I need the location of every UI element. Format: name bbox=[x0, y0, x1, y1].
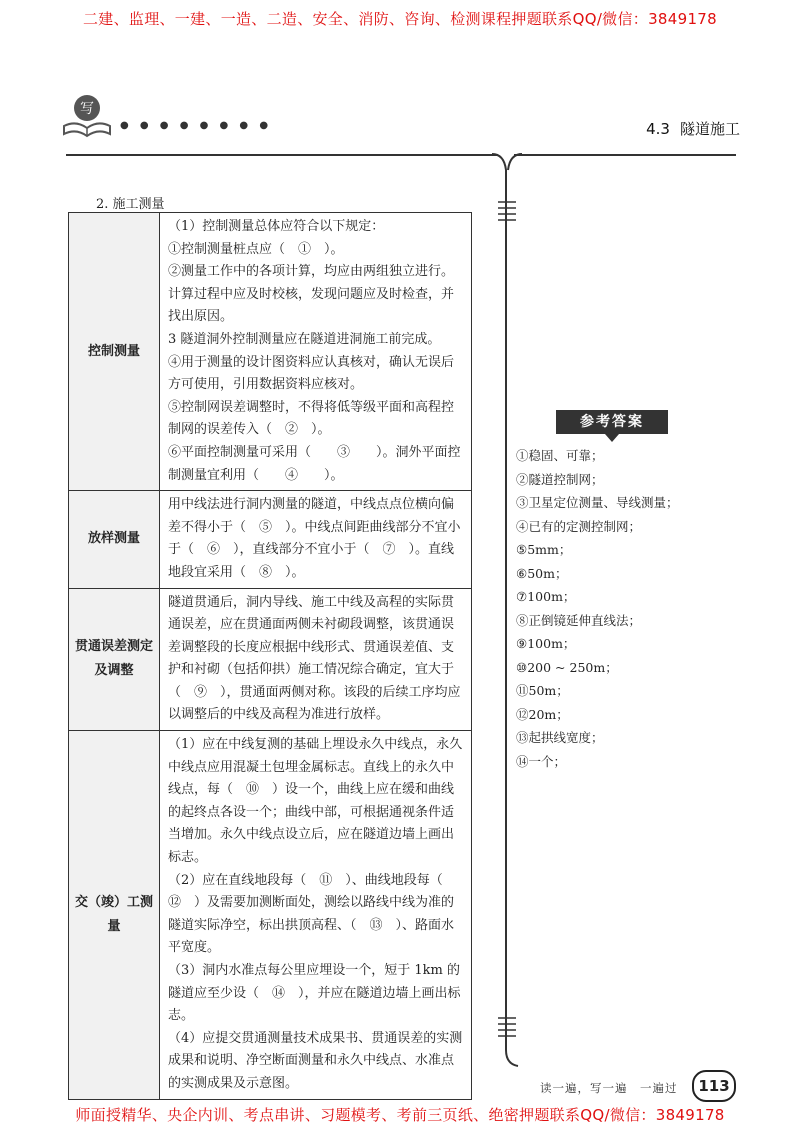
content-line: （1）控制测量总体应符合以下规定： bbox=[168, 219, 385, 234]
header-rule-right bbox=[514, 154, 736, 156]
answer-item: ⑪50m； bbox=[516, 683, 569, 698]
table-row bbox=[69, 731, 472, 1100]
content-line: ④用于测量的设计图资料应认真核对，确认无误后方可使用，引用数据资料应核对。 bbox=[168, 354, 455, 393]
content-line: ⑥平面控制测量可采用（ ③ ）。洞外平面控制测量宜利用（ ④ ）。 bbox=[168, 444, 461, 483]
content-line: （1）应在中线复测的基础上埋设永久中线点，永久中线点应用混凝土包埋金属标志。直线上的永久中线点，每（ ⑩ ）设一个，曲线上应在缓和曲线的起终点各设一个；曲线中部，可根据通视条件适当增加。永久中线点设立后，应在隧道边墙上画出标志。 bbox=[168, 737, 463, 866]
section-title: 隧道施工 bbox=[679, 120, 740, 138]
answer-item: ⑧正倒镜延伸直线法； bbox=[516, 612, 642, 628]
row-label: 放样测量 bbox=[69, 491, 160, 588]
content-line: 隧道贯通后，洞内导线、施工中线及高程的实际贯通误差，应在贯通面两侧未衬砌段调整，该贯通误差调整段的长度应根据中线形式、贯通误差值、支护和衬砌（包括仰拱）施工情况综合确定，宜大于（ ⑨ ），贯通面两侧对称。该段的后续工序均应以调整后的中线及高程为准进行放样。 bbox=[168, 594, 461, 723]
content-line: （4）应提交贯通测量技术成果书、贯通误差的实测成果和说明、净空断面测量和永久中线点、水准点的实测成果及示意图。 bbox=[168, 1030, 463, 1091]
section-heading bbox=[646, 118, 740, 139]
answer-item: ⑥50m； bbox=[516, 565, 568, 581]
answer-item: ⑬起拱线宽度； bbox=[516, 730, 604, 745]
answer-item: ②隧道控制网； bbox=[516, 471, 604, 487]
answer-item: ③卫星定位测量、导线测量； bbox=[516, 495, 679, 510]
logo-char: 写 bbox=[80, 101, 94, 117]
content-line: ②测量工作中的各项计算，均应由两组独立进行。计算过程中应及时校核，发现问题应及时检查，并找出原因。 bbox=[168, 264, 455, 325]
answer-item: ⑦100m； bbox=[516, 589, 576, 604]
table-row bbox=[69, 213, 472, 491]
answer-item: ⑭一个； bbox=[516, 753, 567, 769]
answer-item: ⑨100m； bbox=[516, 636, 576, 651]
page-number: 113 bbox=[692, 1070, 736, 1102]
answer-item: ①稳固、可靠； bbox=[516, 448, 604, 463]
answers-title-pointer-icon bbox=[605, 434, 619, 442]
answer-item: ④已有的定测控制网； bbox=[516, 518, 642, 534]
section-number: 4.3 bbox=[646, 120, 670, 138]
content-line: ⑤控制网误差调整时，不得将低等级平面和高程控制网的误差传入（ ② ）。 bbox=[168, 399, 455, 438]
header-rule-left bbox=[66, 154, 498, 156]
subsection-title: 2. 施工测量 bbox=[96, 197, 165, 212]
top-banner: 二建、监理、一建、一造、二造、安全、消防、咨询、检测课程押题联系QQ/微信：3849178 bbox=[83, 10, 717, 28]
row-content bbox=[160, 588, 472, 731]
content-line: （3）洞内水准点每公里应埋设一个，短于 1km 的隧道应至少设（ ⑭ ），并应在隧道边墙上画出标志。 bbox=[168, 963, 461, 1024]
answers-list bbox=[516, 444, 679, 773]
row-label: 控制测量 bbox=[69, 213, 160, 491]
row-content bbox=[160, 731, 472, 1100]
table-row bbox=[69, 588, 472, 731]
answer-item: ⑫20m； bbox=[516, 706, 569, 722]
content-line: 3 隧道洞外控制测量应在隧道进洞施工前完成。 bbox=[168, 331, 441, 347]
construction-survey-table bbox=[68, 212, 472, 1100]
book-logo-icon bbox=[60, 92, 114, 142]
row-content bbox=[160, 491, 472, 588]
table-row bbox=[69, 491, 472, 588]
row-label: 交（竣）工测量 bbox=[69, 731, 160, 1100]
header-dots: ● ● ● ● ● ● ● ● bbox=[120, 120, 273, 131]
content-line: ①控制测量桩点应（ ① ）。 bbox=[168, 241, 344, 257]
answer-item: ⑩200 ~ 250m； bbox=[516, 659, 618, 675]
content-line: 用中线法进行洞内测量的隧道，中线点点位横向偏差不得小于（ ⑤ ）。中线点间距曲线部分不宜小于（ ⑥ ），直线部分不宜小于（ ⑦ ）。直线地段宜采用（ ⑧ ）。 bbox=[168, 497, 461, 580]
row-label: 贯通误差测定及调整 bbox=[69, 588, 160, 731]
answers-title: 参考答案 bbox=[556, 410, 668, 434]
answer-item: ⑤5mm； bbox=[516, 542, 572, 557]
bottom-banner: 师面授精华、央企内训、考点串讲、习题模考、考前三页纸、绝密押题联系QQ/微信：3849178 bbox=[75, 1106, 725, 1124]
content-line: （2）应在直线地段每（ ⑪ ）、曲线地段每（ ⑫ ）及需要加测断面处，测绘以路线中线为准的隧道实际净空，标出拱顶高程、（ ⑬ ）、路面水平宽度。 bbox=[168, 872, 456, 956]
row-content bbox=[160, 213, 472, 491]
footer-slogan: 读一遍，写一遍 一遍过 bbox=[540, 1081, 678, 1095]
page-header bbox=[60, 92, 740, 152]
